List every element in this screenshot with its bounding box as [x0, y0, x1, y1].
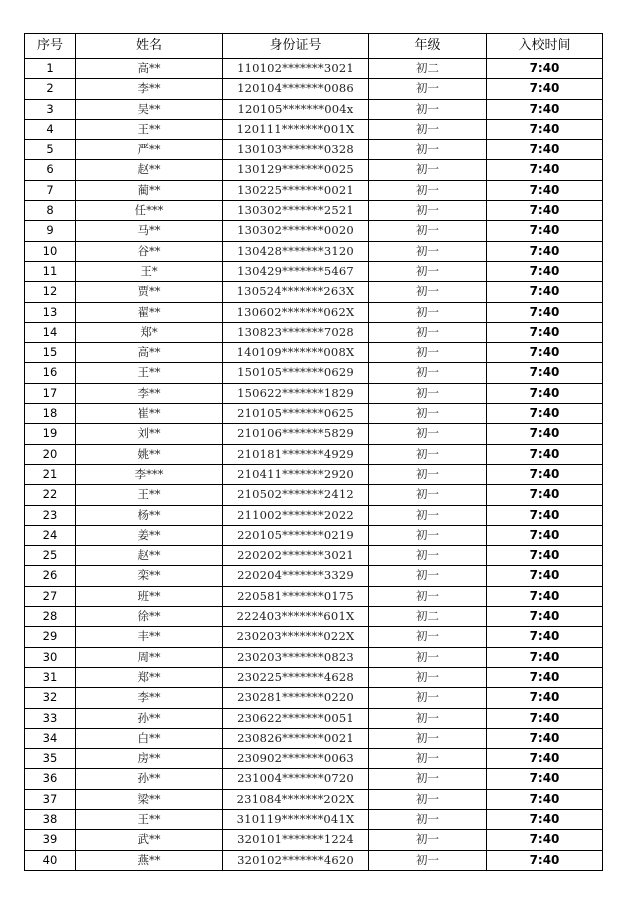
cell-serial-number: 30	[25, 647, 76, 667]
cell-name: 班**	[76, 586, 223, 606]
cell-name: 贾**	[76, 282, 223, 302]
table-row	[25, 383, 603, 403]
cell-entry-time: 7:40	[487, 586, 603, 606]
cell-grade: 初一	[369, 343, 487, 363]
cell-grade: 初一	[369, 160, 487, 180]
cell-id-number: 210106*******5829	[223, 424, 369, 444]
cell-entry-time: 7:40	[487, 525, 603, 545]
cell-entry-time: 7:40	[487, 59, 603, 79]
cell-grade: 初一	[369, 241, 487, 261]
cell-grade: 初一	[369, 302, 487, 322]
cell-grade: 初一	[369, 789, 487, 809]
table-row	[25, 769, 603, 789]
cell-serial-number: 8	[25, 201, 76, 221]
table-row	[25, 586, 603, 606]
header-entry-time: 入校时间	[487, 34, 603, 59]
cell-id-number: 120105*******004x	[223, 99, 369, 119]
cell-grade: 初一	[369, 119, 487, 139]
cell-id-number: 130103*******0328	[223, 140, 369, 160]
cell-grade: 初一	[369, 180, 487, 200]
cell-id-number: 230281*******0220	[223, 688, 369, 708]
table-row	[25, 607, 603, 627]
cell-grade: 初一	[369, 404, 487, 424]
cell-name: 武**	[76, 830, 223, 850]
header-grade: 年级	[369, 34, 487, 59]
cell-serial-number: 25	[25, 546, 76, 566]
cell-entry-time: 7:40	[487, 627, 603, 647]
cell-name: 赵**	[76, 546, 223, 566]
header-serial-number: 序号	[25, 34, 76, 59]
cell-name: 王**	[76, 119, 223, 139]
cell-serial-number: 6	[25, 160, 76, 180]
cell-entry-time: 7:40	[487, 647, 603, 667]
cell-name: 丰**	[76, 627, 223, 647]
cell-serial-number: 7	[25, 180, 76, 200]
cell-grade: 初一	[369, 201, 487, 221]
table-row	[25, 667, 603, 687]
table-row	[25, 708, 603, 728]
cell-entry-time: 7:40	[487, 79, 603, 99]
cell-name: 李**	[76, 79, 223, 99]
cell-name: 郑*	[76, 322, 223, 342]
cell-grade: 初一	[369, 140, 487, 160]
cell-grade: 初一	[369, 261, 487, 281]
cell-id-number: 231084*******202X	[223, 789, 369, 809]
cell-id-number: 220105*******0219	[223, 525, 369, 545]
cell-name: 姜**	[76, 525, 223, 545]
cell-grade: 初一	[369, 444, 487, 464]
table-row	[25, 261, 603, 281]
cell-serial-number: 20	[25, 444, 76, 464]
cell-id-number: 120104*******0086	[223, 79, 369, 99]
cell-id-number: 230203*******0823	[223, 647, 369, 667]
cell-entry-time: 7:40	[487, 261, 603, 281]
cell-id-number: 230203*******022X	[223, 627, 369, 647]
table-row	[25, 322, 603, 342]
cell-serial-number: 36	[25, 769, 76, 789]
cell-serial-number: 31	[25, 667, 76, 687]
cell-grade: 初一	[369, 505, 487, 525]
cell-grade: 初一	[369, 749, 487, 769]
cell-entry-time: 7:40	[487, 850, 603, 870]
table-row	[25, 160, 603, 180]
table-row	[25, 505, 603, 525]
cell-entry-time: 7:40	[487, 383, 603, 403]
cell-serial-number: 17	[25, 383, 76, 403]
cell-grade: 初一	[369, 99, 487, 119]
table-row	[25, 444, 603, 464]
table-header-row	[25, 34, 603, 59]
cell-serial-number: 24	[25, 525, 76, 545]
cell-serial-number: 23	[25, 505, 76, 525]
cell-serial-number: 10	[25, 241, 76, 261]
cell-serial-number: 21	[25, 464, 76, 484]
cell-serial-number: 34	[25, 728, 76, 748]
cell-entry-time: 7:40	[487, 404, 603, 424]
cell-id-number: 130302*******2521	[223, 201, 369, 221]
cell-id-number: 120111*******001X	[223, 119, 369, 139]
cell-name: 李**	[76, 383, 223, 403]
cell-id-number: 220204*******3329	[223, 566, 369, 586]
cell-serial-number: 14	[25, 322, 76, 342]
cell-name: 姚**	[76, 444, 223, 464]
cell-serial-number: 18	[25, 404, 76, 424]
cell-grade: 初一	[369, 525, 487, 545]
table-row	[25, 363, 603, 383]
header-name: 姓名	[76, 34, 223, 59]
cell-id-number: 210181*******4929	[223, 444, 369, 464]
cell-id-number: 150622*******1829	[223, 383, 369, 403]
cell-id-number: 140109*******008X	[223, 343, 369, 363]
cell-grade: 初一	[369, 809, 487, 829]
cell-grade: 初一	[369, 728, 487, 748]
table-row	[25, 789, 603, 809]
cell-serial-number: 16	[25, 363, 76, 383]
cell-id-number: 130823*******7028	[223, 322, 369, 342]
cell-name: 李**	[76, 688, 223, 708]
cell-grade: 初一	[369, 322, 487, 342]
cell-grade: 初一	[369, 424, 487, 444]
cell-entry-time: 7:40	[487, 160, 603, 180]
cell-name: 王*	[76, 261, 223, 281]
cell-id-number: 130602*******062X	[223, 302, 369, 322]
cell-entry-time: 7:40	[487, 749, 603, 769]
cell-entry-time: 7:40	[487, 728, 603, 748]
cell-name: 赵**	[76, 160, 223, 180]
cell-entry-time: 7:40	[487, 769, 603, 789]
cell-id-number: 310119*******041X	[223, 809, 369, 829]
cell-id-number: 150105*******0629	[223, 363, 369, 383]
cell-id-number: 110102*******3021	[223, 59, 369, 79]
cell-id-number: 230622*******0051	[223, 708, 369, 728]
cell-grade: 初一	[369, 586, 487, 606]
cell-grade: 初一	[369, 566, 487, 586]
cell-name: 谷**	[76, 241, 223, 261]
table-row	[25, 485, 603, 505]
cell-entry-time: 7:40	[487, 201, 603, 221]
cell-serial-number: 27	[25, 586, 76, 606]
cell-serial-number: 39	[25, 830, 76, 850]
cell-serial-number: 29	[25, 627, 76, 647]
table-row	[25, 464, 603, 484]
cell-name: 李***	[76, 464, 223, 484]
table-row	[25, 525, 603, 545]
table-row	[25, 809, 603, 829]
table-row	[25, 140, 603, 160]
cell-name: 王**	[76, 363, 223, 383]
table-row	[25, 850, 603, 870]
cell-entry-time: 7:40	[487, 302, 603, 322]
cell-grade: 初一	[369, 79, 487, 99]
cell-name: 房**	[76, 749, 223, 769]
cell-serial-number: 38	[25, 809, 76, 829]
cell-grade: 初一	[369, 363, 487, 383]
cell-entry-time: 7:40	[487, 363, 603, 383]
cell-name: 蔺**	[76, 180, 223, 200]
cell-entry-time: 7:40	[487, 140, 603, 160]
cell-name: 周**	[76, 647, 223, 667]
student-entry-table	[24, 33, 603, 871]
cell-grade: 初一	[369, 282, 487, 302]
table-row	[25, 282, 603, 302]
cell-name: 杨**	[76, 505, 223, 525]
table-row	[25, 688, 603, 708]
cell-grade: 初二	[369, 607, 487, 627]
table-row	[25, 749, 603, 769]
cell-id-number: 130225*******0021	[223, 180, 369, 200]
cell-grade: 初一	[369, 464, 487, 484]
cell-id-number: 130524*******263X	[223, 282, 369, 302]
cell-id-number: 210105*******0625	[223, 404, 369, 424]
cell-serial-number: 2	[25, 79, 76, 99]
cell-entry-time: 7:40	[487, 444, 603, 464]
cell-entry-time: 7:40	[487, 607, 603, 627]
cell-serial-number: 3	[25, 99, 76, 119]
cell-serial-number: 15	[25, 343, 76, 363]
cell-grade: 初二	[369, 59, 487, 79]
cell-entry-time: 7:40	[487, 322, 603, 342]
cell-entry-time: 7:40	[487, 566, 603, 586]
cell-serial-number: 37	[25, 789, 76, 809]
cell-entry-time: 7:40	[487, 809, 603, 829]
cell-name: 栾**	[76, 566, 223, 586]
cell-entry-time: 7:40	[487, 282, 603, 302]
cell-name: 徐**	[76, 607, 223, 627]
cell-entry-time: 7:40	[487, 241, 603, 261]
cell-id-number: 320102*******4620	[223, 850, 369, 870]
cell-grade: 初一	[369, 485, 487, 505]
cell-id-number: 210411*******2920	[223, 464, 369, 484]
table-row	[25, 241, 603, 261]
cell-entry-time: 7:40	[487, 667, 603, 687]
cell-grade: 初一	[369, 708, 487, 728]
table-row	[25, 343, 603, 363]
cell-name: 燕**	[76, 850, 223, 870]
cell-serial-number: 28	[25, 607, 76, 627]
cell-name: 任***	[76, 201, 223, 221]
table-row	[25, 566, 603, 586]
cell-entry-time: 7:40	[487, 424, 603, 444]
cell-grade: 初一	[369, 221, 487, 241]
cell-serial-number: 32	[25, 688, 76, 708]
cell-name: 崔**	[76, 404, 223, 424]
cell-name: 王**	[76, 485, 223, 505]
cell-id-number: 231004*******0720	[223, 769, 369, 789]
table-row	[25, 79, 603, 99]
cell-name: 高**	[76, 343, 223, 363]
cell-id-number: 230826*******0021	[223, 728, 369, 748]
cell-id-number: 130129*******0025	[223, 160, 369, 180]
cell-entry-time: 7:40	[487, 708, 603, 728]
table-row	[25, 647, 603, 667]
cell-serial-number: 22	[25, 485, 76, 505]
cell-serial-number: 13	[25, 302, 76, 322]
cell-id-number: 220581*******0175	[223, 586, 369, 606]
cell-name: 吴**	[76, 99, 223, 119]
cell-id-number: 130428*******3120	[223, 241, 369, 261]
cell-serial-number: 12	[25, 282, 76, 302]
cell-entry-time: 7:40	[487, 464, 603, 484]
cell-id-number: 220202*******3021	[223, 546, 369, 566]
cell-serial-number: 26	[25, 566, 76, 586]
cell-entry-time: 7:40	[487, 505, 603, 525]
cell-id-number: 130302*******0020	[223, 221, 369, 241]
table-row	[25, 627, 603, 647]
cell-id-number: 230225*******4628	[223, 667, 369, 687]
table-row	[25, 221, 603, 241]
table-row	[25, 180, 603, 200]
cell-grade: 初一	[369, 627, 487, 647]
table-row	[25, 424, 603, 444]
cell-grade: 初一	[369, 830, 487, 850]
cell-name: 刘**	[76, 424, 223, 444]
cell-name: 严**	[76, 140, 223, 160]
cell-id-number: 210502*******2412	[223, 485, 369, 505]
cell-name: 孙**	[76, 708, 223, 728]
cell-serial-number: 11	[25, 261, 76, 281]
cell-entry-time: 7:40	[487, 546, 603, 566]
cell-entry-time: 7:40	[487, 830, 603, 850]
cell-id-number: 320101*******1224	[223, 830, 369, 850]
cell-grade: 初一	[369, 667, 487, 687]
cell-name: 孙**	[76, 769, 223, 789]
table-body	[25, 59, 603, 871]
table-row	[25, 546, 603, 566]
cell-serial-number: 5	[25, 140, 76, 160]
cell-serial-number: 40	[25, 850, 76, 870]
table-row	[25, 830, 603, 850]
table-row	[25, 201, 603, 221]
cell-grade: 初一	[369, 647, 487, 667]
cell-grade: 初一	[369, 850, 487, 870]
cell-grade: 初一	[369, 383, 487, 403]
table-row	[25, 119, 603, 139]
header-id-number: 身份证号	[223, 34, 369, 59]
cell-name: 梁**	[76, 789, 223, 809]
cell-grade: 初一	[369, 769, 487, 789]
cell-name: 王**	[76, 809, 223, 829]
cell-serial-number: 1	[25, 59, 76, 79]
cell-grade: 初一	[369, 546, 487, 566]
cell-name: 高**	[76, 59, 223, 79]
table-row	[25, 728, 603, 748]
cell-entry-time: 7:40	[487, 99, 603, 119]
cell-serial-number: 4	[25, 119, 76, 139]
cell-id-number: 230902*******0063	[223, 749, 369, 769]
cell-id-number: 222403*******601X	[223, 607, 369, 627]
table-row	[25, 99, 603, 119]
cell-serial-number: 35	[25, 749, 76, 769]
cell-entry-time: 7:40	[487, 789, 603, 809]
cell-entry-time: 7:40	[487, 221, 603, 241]
cell-grade: 初一	[369, 688, 487, 708]
cell-id-number: 211002*******2022	[223, 505, 369, 525]
cell-serial-number: 9	[25, 221, 76, 241]
cell-name: 马**	[76, 221, 223, 241]
cell-serial-number: 33	[25, 708, 76, 728]
cell-entry-time: 7:40	[487, 180, 603, 200]
cell-entry-time: 7:40	[487, 119, 603, 139]
cell-id-number: 130429*******5467	[223, 261, 369, 281]
cell-entry-time: 7:40	[487, 485, 603, 505]
cell-name: 白**	[76, 728, 223, 748]
cell-serial-number: 19	[25, 424, 76, 444]
table-row	[25, 404, 603, 424]
cell-name: 郑**	[76, 667, 223, 687]
table-row	[25, 59, 603, 79]
cell-entry-time: 7:40	[487, 343, 603, 363]
table-row	[25, 302, 603, 322]
cell-name: 翟**	[76, 302, 223, 322]
cell-entry-time: 7:40	[487, 688, 603, 708]
